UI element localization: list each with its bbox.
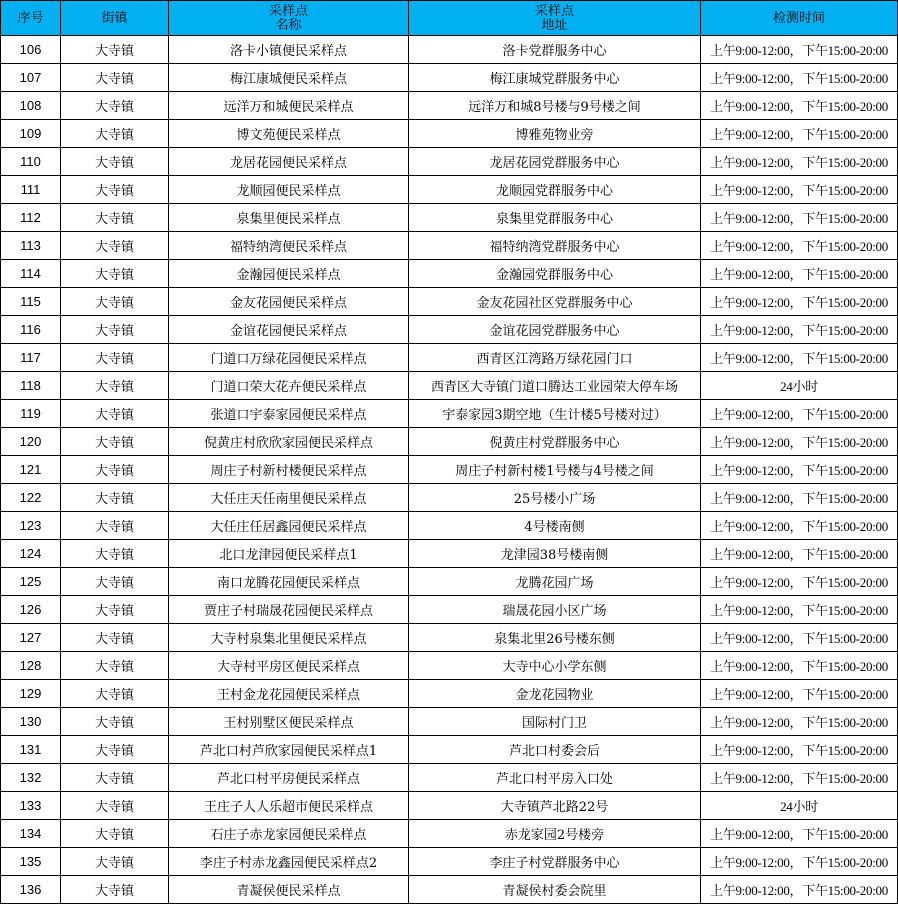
cell-seq: 112 xyxy=(1,204,61,232)
cell-address: 金龙花园物业 xyxy=(409,680,701,708)
cell-seq: 113 xyxy=(1,232,61,260)
cell-seq: 124 xyxy=(1,540,61,568)
table-row xyxy=(1,260,898,288)
cell-time: 上午9:00-12:00，下午15:00-20:00 xyxy=(701,736,898,764)
cell-address: 金瀚园党群服务中心 xyxy=(409,260,701,288)
cell-site-name: 倪黄庄村欣欣家园便民采样点 xyxy=(169,428,409,456)
cell-site-name: 门道口荣大花卉便民采样点 xyxy=(169,372,409,400)
table-header xyxy=(1,1,898,36)
cell-address: 倪黄庄村党群服务中心 xyxy=(409,428,701,456)
table-row xyxy=(1,624,898,652)
table-row xyxy=(1,428,898,456)
cell-time: 上午9:00-12:00，下午15:00-20:00 xyxy=(701,652,898,680)
cell-address: 赤龙家园2号楼旁 xyxy=(409,820,701,848)
cell-town: 大寺镇 xyxy=(61,428,169,456)
cell-time: 上午9:00-12:00，下午15:00-20:00 xyxy=(701,876,898,904)
cell-address: 李庄子村党群服务中心 xyxy=(409,848,701,876)
header-seq: 序号 xyxy=(1,1,61,36)
cell-town: 大寺镇 xyxy=(61,232,169,260)
header-site-name xyxy=(169,1,409,36)
cell-seq: 111 xyxy=(1,176,61,204)
cell-town: 大寺镇 xyxy=(61,64,169,92)
cell-address: 泉集北里26号楼东侧 xyxy=(409,624,701,652)
cell-time: 上午9:00-12:00，下午15:00-20:00 xyxy=(701,344,898,372)
table-row xyxy=(1,848,898,876)
table-row xyxy=(1,596,898,624)
cell-time: 上午9:00-12:00，下午15:00-20:00 xyxy=(701,120,898,148)
header-address-line1: 采样点 xyxy=(534,3,574,18)
cell-time: 24小时 xyxy=(701,792,898,820)
cell-town: 大寺镇 xyxy=(61,848,169,876)
table-row xyxy=(1,484,898,512)
table-row xyxy=(1,456,898,484)
cell-town: 大寺镇 xyxy=(61,176,169,204)
cell-site-name: 金瀚园便民采样点 xyxy=(169,260,409,288)
cell-seq: 129 xyxy=(1,680,61,708)
cell-address: 芦北口村平房入口处 xyxy=(409,764,701,792)
cell-town: 大寺镇 xyxy=(61,316,169,344)
cell-site-name: 贾庄子村瑞晟花园便民采样点 xyxy=(169,596,409,624)
cell-site-name: 洛卡小镇便民采样点 xyxy=(169,36,409,64)
cell-time: 上午9:00-12:00，下午15:00-20:00 xyxy=(701,680,898,708)
cell-site-name: 石庄子赤龙家园便民采样点 xyxy=(169,820,409,848)
cell-time: 上午9:00-12:00，下午15:00-20:00 xyxy=(701,568,898,596)
cell-address: 泉集里党群服务中心 xyxy=(409,204,701,232)
cell-town: 大寺镇 xyxy=(61,372,169,400)
cell-seq: 115 xyxy=(1,288,61,316)
table-row xyxy=(1,652,898,680)
cell-address: 龙津园38号楼南侧 xyxy=(409,540,701,568)
cell-address: 芦北口村委会后 xyxy=(409,736,701,764)
header-address xyxy=(409,1,701,36)
cell-town: 大寺镇 xyxy=(61,512,169,540)
cell-site-name: 龙顺园便民采样点 xyxy=(169,176,409,204)
table-row xyxy=(1,36,898,64)
header-time: 检测时间 xyxy=(701,1,898,36)
cell-address: 龙顺园党群服务中心 xyxy=(409,176,701,204)
cell-town: 大寺镇 xyxy=(61,400,169,428)
cell-site-name: 芦北口村平房便民采样点 xyxy=(169,764,409,792)
cell-time: 上午9:00-12:00，下午15:00-20:00 xyxy=(701,316,898,344)
cell-address: 福特纳湾党群服务中心 xyxy=(409,232,701,260)
cell-town: 大寺镇 xyxy=(61,288,169,316)
cell-seq: 136 xyxy=(1,876,61,904)
cell-seq: 114 xyxy=(1,260,61,288)
cell-time: 上午9:00-12:00，下午15:00-20:00 xyxy=(701,512,898,540)
cell-site-name: 博文苑便民采样点 xyxy=(169,120,409,148)
cell-town: 大寺镇 xyxy=(61,736,169,764)
table-row xyxy=(1,764,898,792)
cell-town: 大寺镇 xyxy=(61,596,169,624)
cell-time: 上午9:00-12:00，下午15:00-20:00 xyxy=(701,848,898,876)
cell-site-name: 大寺村平房区便民采样点 xyxy=(169,652,409,680)
cell-address: 金谊花园党群服务中心 xyxy=(409,316,701,344)
table-row xyxy=(1,344,898,372)
cell-seq: 131 xyxy=(1,736,61,764)
cell-site-name: 青凝侯便民采样点 xyxy=(169,876,409,904)
cell-time: 上午9:00-12:00，下午15:00-20:00 xyxy=(701,596,898,624)
cell-seq: 109 xyxy=(1,120,61,148)
table-row xyxy=(1,64,898,92)
cell-site-name: 福特纳湾便民采样点 xyxy=(169,232,409,260)
cell-site-name: 周庄子村新村楼便民采样点 xyxy=(169,456,409,484)
table-row xyxy=(1,288,898,316)
cell-site-name: 龙居花园便民采样点 xyxy=(169,148,409,176)
cell-seq: 119 xyxy=(1,400,61,428)
cell-site-name: 王村金龙花园便民采样点 xyxy=(169,680,409,708)
cell-town: 大寺镇 xyxy=(61,148,169,176)
header-address-line2: 地址 xyxy=(541,17,568,32)
cell-site-name: 泉集里便民采样点 xyxy=(169,204,409,232)
cell-address: 青凝侯村委会院里 xyxy=(409,876,701,904)
cell-site-name: 王村别墅区便民采样点 xyxy=(169,708,409,736)
cell-seq: 130 xyxy=(1,708,61,736)
cell-town: 大寺镇 xyxy=(61,680,169,708)
cell-time: 上午9:00-12:00，下午15:00-20:00 xyxy=(701,484,898,512)
cell-seq: 108 xyxy=(1,92,61,120)
table-row xyxy=(1,204,898,232)
table-row xyxy=(1,820,898,848)
cell-time: 上午9:00-12:00，下午15:00-20:00 xyxy=(701,540,898,568)
cell-town: 大寺镇 xyxy=(61,820,169,848)
cell-town: 大寺镇 xyxy=(61,708,169,736)
table-row xyxy=(1,232,898,260)
table-row xyxy=(1,512,898,540)
cell-time: 上午9:00-12:00，下午15:00-20:00 xyxy=(701,232,898,260)
table-row xyxy=(1,876,898,904)
cell-seq: 126 xyxy=(1,596,61,624)
cell-town: 大寺镇 xyxy=(61,652,169,680)
cell-time: 上午9:00-12:00，下午15:00-20:00 xyxy=(701,708,898,736)
cell-time: 上午9:00-12:00，下午15:00-20:00 xyxy=(701,92,898,120)
cell-site-name: 南口龙腾花园便民采样点 xyxy=(169,568,409,596)
cell-address: 博雅苑物业旁 xyxy=(409,120,701,148)
cell-address: 龙腾花园广场 xyxy=(409,568,701,596)
cell-site-name: 大寺村泉集北里便民采样点 xyxy=(169,624,409,652)
table-row xyxy=(1,120,898,148)
cell-time: 上午9:00-12:00，下午15:00-20:00 xyxy=(701,260,898,288)
cell-address: 梅江康城党群服务中心 xyxy=(409,64,701,92)
table-row xyxy=(1,736,898,764)
cell-address: 瑞晟花园小区广场 xyxy=(409,596,701,624)
cell-town: 大寺镇 xyxy=(61,540,169,568)
cell-time: 上午9:00-12:00，下午15:00-20:00 xyxy=(701,400,898,428)
cell-town: 大寺镇 xyxy=(61,260,169,288)
cell-town: 大寺镇 xyxy=(61,764,169,792)
cell-time: 上午9:00-12:00，下午15:00-20:00 xyxy=(701,36,898,64)
cell-address: 西青区江湾路万绿花园门口 xyxy=(409,344,701,372)
cell-seq: 128 xyxy=(1,652,61,680)
cell-site-name: 金友花园便民采样点 xyxy=(169,288,409,316)
cell-address: 金友花园社区党群服务中心 xyxy=(409,288,701,316)
cell-time: 上午9:00-12:00，下午15:00-20:00 xyxy=(701,624,898,652)
cell-address: 远洋万和城8号楼与9号楼之间 xyxy=(409,92,701,120)
cell-seq: 121 xyxy=(1,456,61,484)
cell-site-name: 芦北口村芦欣家园便民采样点1 xyxy=(169,736,409,764)
cell-town: 大寺镇 xyxy=(61,624,169,652)
cell-address: 周庄子村新村楼1号楼与4号楼之间 xyxy=(409,456,701,484)
table-row xyxy=(1,708,898,736)
table-body xyxy=(1,36,898,904)
cell-address: 宇泰家园3期空地（生计楼5号楼对过） xyxy=(409,400,701,428)
cell-town: 大寺镇 xyxy=(61,484,169,512)
cell-town: 大寺镇 xyxy=(61,876,169,904)
cell-site-name: 大任庄天任南里便民采样点 xyxy=(169,484,409,512)
cell-seq: 107 xyxy=(1,64,61,92)
cell-address: 25号楼小广场 xyxy=(409,484,701,512)
cell-seq: 120 xyxy=(1,428,61,456)
table-row xyxy=(1,792,898,820)
cell-town: 大寺镇 xyxy=(61,792,169,820)
cell-seq: 127 xyxy=(1,624,61,652)
cell-address: 西青区大寺镇门道口腾达工业园荣大停车场 xyxy=(409,372,701,400)
cell-seq: 122 xyxy=(1,484,61,512)
cell-site-name: 张道口宇泰家园便民采样点 xyxy=(169,400,409,428)
cell-time: 上午9:00-12:00，下午15:00-20:00 xyxy=(701,176,898,204)
cell-time: 24小时 xyxy=(701,372,898,400)
cell-site-name: 梅江康城便民采样点 xyxy=(169,64,409,92)
cell-seq: 106 xyxy=(1,36,61,64)
cell-seq: 133 xyxy=(1,792,61,820)
cell-address: 龙居花园党群服务中心 xyxy=(409,148,701,176)
cell-site-name: 金谊花园便民采样点 xyxy=(169,316,409,344)
table-row xyxy=(1,148,898,176)
table-row xyxy=(1,568,898,596)
table-row xyxy=(1,540,898,568)
cell-time: 上午9:00-12:00，下午15:00-20:00 xyxy=(701,764,898,792)
cell-time: 上午9:00-12:00，下午15:00-20:00 xyxy=(701,204,898,232)
cell-time: 上午9:00-12:00，下午15:00-20:00 xyxy=(701,456,898,484)
cell-seq: 116 xyxy=(1,316,61,344)
cell-town: 大寺镇 xyxy=(61,344,169,372)
cell-seq: 125 xyxy=(1,568,61,596)
cell-seq: 117 xyxy=(1,344,61,372)
cell-site-name: 王庄子人人乐超市便民采样点 xyxy=(169,792,409,820)
header-site-name-line1: 采样点 xyxy=(268,3,308,18)
cell-time: 上午9:00-12:00，下午15:00-20:00 xyxy=(701,148,898,176)
cell-town: 大寺镇 xyxy=(61,120,169,148)
cell-address: 国际村门卫 xyxy=(409,708,701,736)
cell-town: 大寺镇 xyxy=(61,204,169,232)
cell-site-name: 远洋万和城便民采样点 xyxy=(169,92,409,120)
cell-town: 大寺镇 xyxy=(61,568,169,596)
header-row xyxy=(1,1,898,36)
cell-time: 上午9:00-12:00，下午15:00-20:00 xyxy=(701,64,898,92)
table-row xyxy=(1,680,898,708)
header-site-name-line2: 名称 xyxy=(275,17,302,32)
table-row xyxy=(1,316,898,344)
cell-town: 大寺镇 xyxy=(61,456,169,484)
cell-address: 大寺镇芦北路22号 xyxy=(409,792,701,820)
table-row xyxy=(1,92,898,120)
cell-address: 洛卡党群服务中心 xyxy=(409,36,701,64)
cell-seq: 110 xyxy=(1,148,61,176)
cell-time: 上午9:00-12:00，下午15:00-20:00 xyxy=(701,288,898,316)
cell-seq: 134 xyxy=(1,820,61,848)
table-row xyxy=(1,372,898,400)
cell-time: 上午9:00-12:00，下午15:00-20:00 xyxy=(701,820,898,848)
cell-town: 大寺镇 xyxy=(61,36,169,64)
cell-seq: 118 xyxy=(1,372,61,400)
cell-seq: 123 xyxy=(1,512,61,540)
cell-address: 大寺中心小学东侧 xyxy=(409,652,701,680)
cell-town: 大寺镇 xyxy=(61,92,169,120)
cell-site-name: 门道口万绿花园便民采样点 xyxy=(169,344,409,372)
cell-site-name: 大任庄任居鑫园便民采样点 xyxy=(169,512,409,540)
cell-time: 上午9:00-12:00，下午15:00-20:00 xyxy=(701,428,898,456)
header-town: 街镇 xyxy=(61,1,169,36)
cell-site-name: 北口龙津园便民采样点1 xyxy=(169,540,409,568)
cell-seq: 132 xyxy=(1,764,61,792)
cell-address: 4号楼南侧 xyxy=(409,512,701,540)
cell-site-name: 李庄子村赤龙鑫园便民采样点2 xyxy=(169,848,409,876)
cell-seq: 135 xyxy=(1,848,61,876)
table-row xyxy=(1,400,898,428)
table-row xyxy=(1,176,898,204)
